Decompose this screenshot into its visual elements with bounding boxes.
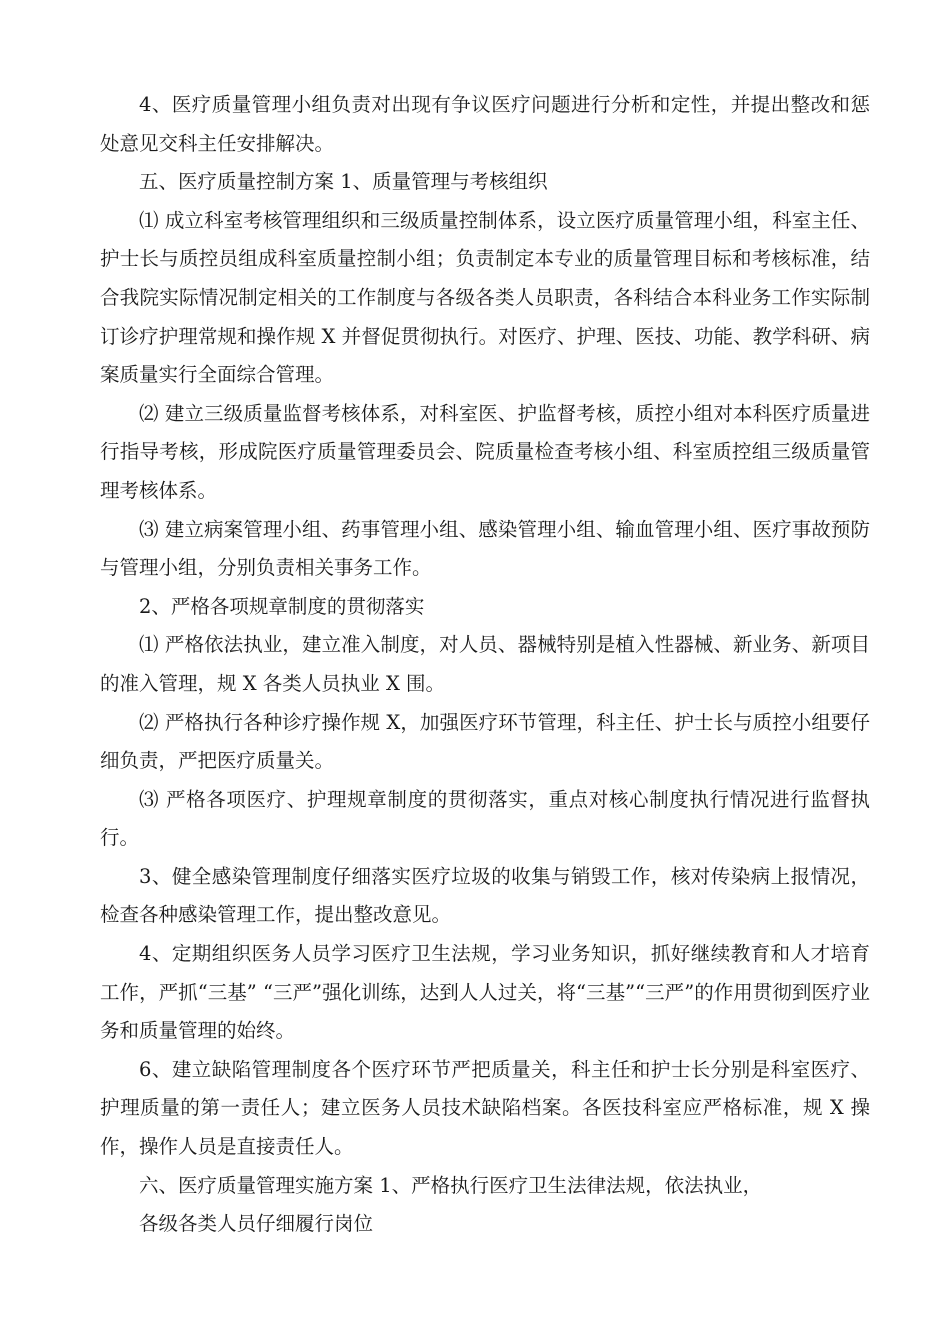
paragraph-5-1-2: ⑵ 建立三级质量监督考核体系，对科室医、护监督考核，质控小组对本科医疗质量进行指导考核，形成院医疗质量管理委员会、院质量检查考核小组、科室质控组三级质量管理考核体系。 (100, 401, 870, 502)
paragraph-6-continued: 各级各类人员仔细履行岗位 (139, 1212, 374, 1236)
subheading-5-2: 2、严格各项规章制度的贯彻落实 (139, 594, 425, 618)
paragraph-5-2-1: ⑴ 严格依法执业，建立准入制度，对人员、器械特别是植入性器械、新业务、新项目的准入管理，规 X 各类人员执业 X 围。 (100, 633, 870, 695)
paragraph-5-2-3: ⑶ 严格各项医疗、护理规章制度的贯彻落实，重点对核心制度执行情况进行监督执行。 (100, 787, 870, 850)
paragraph-5-1-1: ⑴ 成立科室考核管理组织和三级质量控制体系，设立医疗质量管理小组，科室主任、护士长与质控员组成科室质量控制小组；负责制定本专业的质量管理目标和考核标准，结合我院实际情况制定相关的工作制度与各级各类人员职责，各科结合本科业务工作实际制订诊疗护理常规和操作规 X 并督促贯彻执行。对医疗、护理、医技、功能、教学科研、病案质量实行全面综合管理。 (100, 208, 870, 387)
paragraph-5-2-2: ⑵ 严格执行各种诊疗操作规 X，加强医疗环节管理，科主任、护士长与质控小组要仔细负责，严把医疗质量关。 (100, 710, 870, 773)
paragraph-5-4: 4、定期组织医务人员学习医疗卫生法规，学习业务知识，抓好继续教育和人才培育工作，严抓“三基” “三严”强化训练，达到人人过关，将“三基”“三严”的作用贯彻到医疗业务和质量管理的始终。 (100, 942, 870, 1043)
paragraph-5-1-3: ⑶ 建立病案管理小组、药事管理小组、感染管理小组、输血管理小组、医疗事故预防与管理小组，分别负责相关事务工作。 (100, 517, 870, 580)
document-body (100, 86, 870, 1244)
section-heading-5: 五、医疗质量控制方案 1、质量管理与考核组织 (139, 170, 548, 194)
paragraph-1: 4、医疗质量管理小组负责对出现有争议医疗问题进行分析和定性，并提出整改和惩处意见交科主任安排解决。 (100, 93, 870, 155)
section-heading-6: 六、医疗质量管理实施方案 1、严格执行医疗卫生法律法规，依法执业， (139, 1173, 763, 1197)
paragraph-5-3: 3、健全感染管理制度仔细落实医疗垃圾的收集与销毁工作，核对传染病上报情况，检查各种感染管理工作，提出整改意见。 (100, 864, 870, 927)
paragraph-5-6: 6、建立缺陷管理制度各个医疗环节严把质量关，科主任和护士长分别是科室医疗、护理质量的第一责任人；建立医务人员技术缺陷档案。各医技科室应严格标准，规 X 操作，操作人员是直接责任人。 (100, 1057, 870, 1159)
